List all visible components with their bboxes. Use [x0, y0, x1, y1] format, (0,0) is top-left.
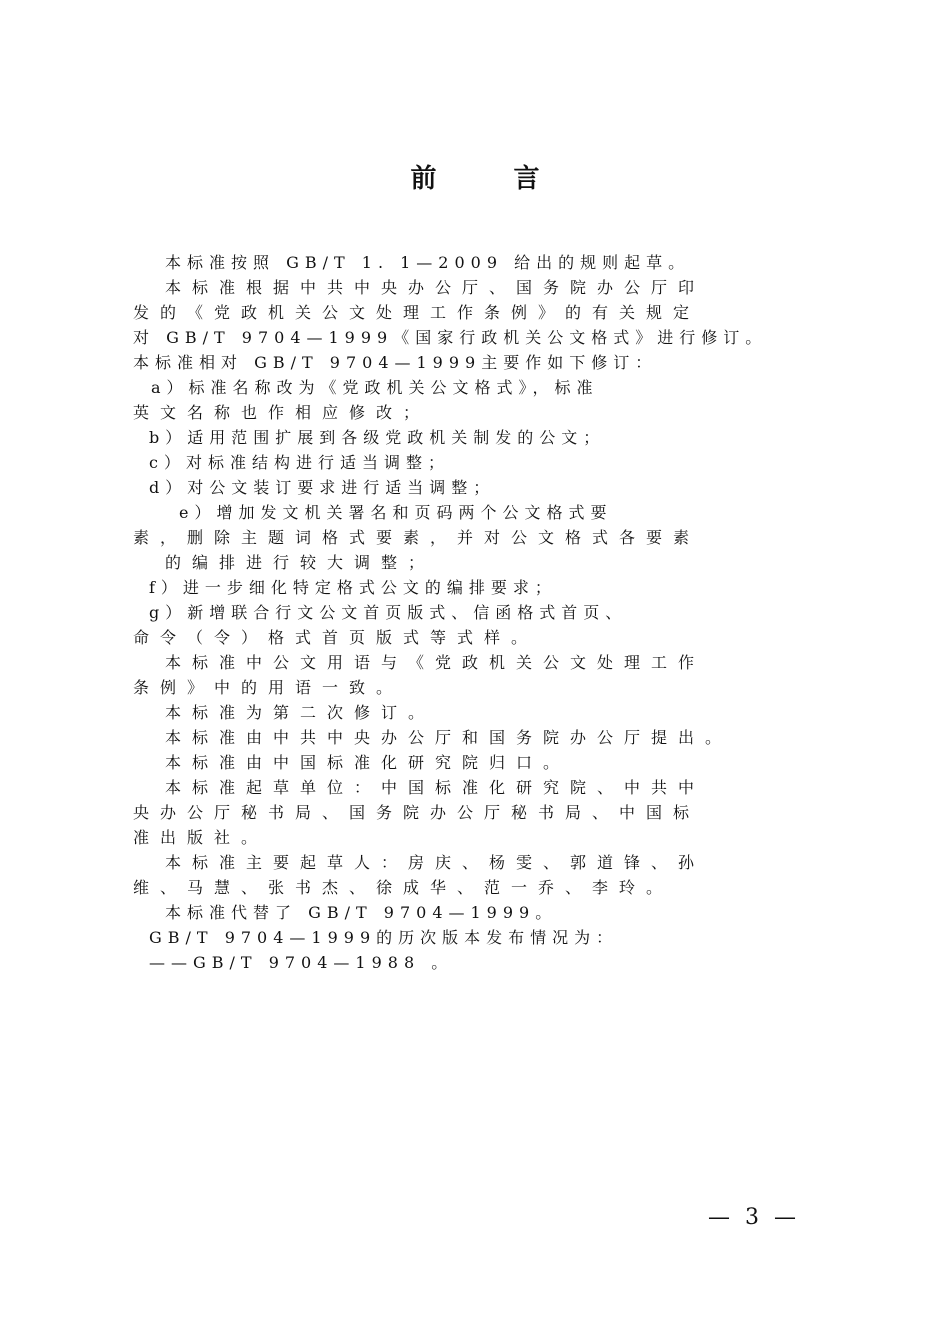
text-line: 本标准由中国标准化研究院归口。 [165, 753, 571, 772]
page-number: — 3 — [708, 1205, 800, 1230]
text-line: 条例》中的用语一致。 [133, 678, 404, 697]
text-line: ——GB/T 9704—1988 。 [149, 953, 454, 972]
text-line: 本标准由中共中央办公厅和国务院办公厅提出。 [165, 728, 733, 747]
text-line: f）进一步细化特定格式公文的编排要求； [149, 578, 557, 597]
text-line: b）适用范围扩展到各级党政机关制发的公文； [149, 428, 606, 447]
text-line: 本标准按照 GB/T 1. 1—2009 给出的规则起草。 [165, 253, 691, 272]
text-line: 维、马慧、张书杰、徐成华、范一乔、李玲。 [133, 878, 674, 897]
page-title: 前 言 [410, 164, 574, 194]
text-line: d）对公文装订要求进行适当调整； [149, 478, 496, 497]
text-line: 本标准相对 GB/T 9704—1999主要作如下修订： [133, 353, 658, 372]
text-line: 对 GB/T 9704—1999《国家行政机关公文格式》进行修订。 [133, 328, 768, 347]
text-line: 本标准起草单位：中国标准化研究院、中共中 [165, 778, 706, 797]
text-line: 的编排进行较大调整； [165, 553, 436, 572]
text-line: e）增加发文机关署名和页码两个公文格式要 [179, 503, 613, 522]
text-line: 本标准主要起草人：房庆、杨雯、郭道锋、孙 [165, 853, 706, 872]
text-line: 命令（令）格式首页版式等式样。 [133, 628, 539, 647]
text-line: a）标准名称改为《党政机关公文格式》，标准 [151, 378, 599, 397]
text-line: 本标准代替了 GB/T 9704—1999。 [165, 903, 558, 922]
text-line: c）对标准结构进行适当调整； [149, 453, 450, 472]
text-line: 发的《党政机关公文处理工作条例》的有关规定 [133, 303, 701, 322]
text-line: 本标准根据中共中央办公厅、国务院办公厅印 [165, 278, 706, 297]
document-body [133, 250, 833, 975]
text-line: 本标准中公文用语与《党政机关公文处理工作 [165, 653, 706, 672]
text-line: 央办公厅秘书局、国务院办公厅秘书局、中国标 [133, 803, 701, 822]
text-line: 素，删除主题词格式要素，并对公文格式各要素 [133, 528, 701, 547]
text-line: GB/T 9704—1999的历次版本发布情况为： [149, 928, 619, 947]
text-line: 英文名称也作相应修改； [133, 403, 431, 422]
text-line: 本标准为第二次修订。 [165, 703, 436, 722]
text-line: 准出版社。 [133, 828, 269, 847]
text-line: g）新增联合行文公文首页版式、信函格式首页、 [149, 603, 628, 622]
